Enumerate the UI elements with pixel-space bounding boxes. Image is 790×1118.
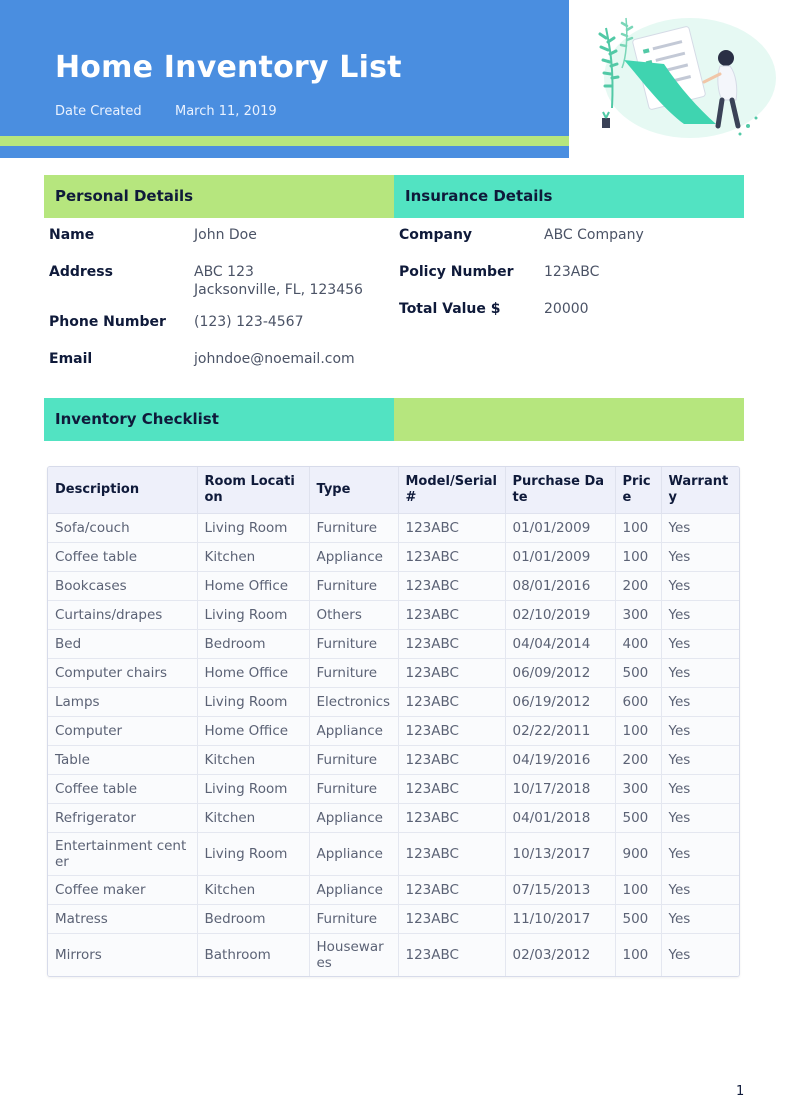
table-row — [48, 774, 739, 803]
cell-model-serial: 123ABC — [398, 542, 505, 571]
cell-room-location: Living Room — [197, 774, 309, 803]
cell-description: Entertainment center — [48, 832, 197, 875]
cell-type: Furniture — [309, 658, 398, 687]
phone-label: Phone Number — [49, 314, 166, 330]
total-value-value: 20000 — [544, 301, 589, 317]
cell-price: 300 — [615, 774, 661, 803]
table-row — [48, 600, 739, 629]
insurance-details-band — [394, 175, 744, 218]
column-header-purchase-date: Purchase Date — [505, 467, 615, 513]
date-created-label: Date Created — [55, 104, 142, 119]
cell-model-serial: 123ABC — [398, 658, 505, 687]
cell-warranty: Yes — [661, 904, 739, 933]
cell-room-location: Home Office — [197, 658, 309, 687]
table-row — [48, 629, 739, 658]
cell-purchase-date: 04/04/2014 — [505, 629, 615, 658]
cell-type: Appliance — [309, 832, 398, 875]
name-label: Name — [49, 227, 95, 243]
cell-purchase-date: 06/09/2012 — [505, 658, 615, 687]
cell-type: Furniture — [309, 571, 398, 600]
cell-purchase-date: 10/13/2017 — [505, 832, 615, 875]
personal-details-heading: Personal Details — [55, 187, 194, 205]
cell-description: Lamps — [48, 687, 197, 716]
cell-warranty: Yes — [661, 774, 739, 803]
cell-purchase-date: 10/17/2018 — [505, 774, 615, 803]
table-header-row — [48, 467, 739, 513]
date-created-value: March 11, 2019 — [175, 104, 277, 119]
cell-price: 400 — [615, 629, 661, 658]
address-line2: Jacksonville, FL, 123456 — [194, 282, 363, 298]
cell-type: Furniture — [309, 774, 398, 803]
cell-description: Coffee table — [48, 774, 197, 803]
cell-type: Furniture — [309, 513, 398, 542]
cell-warranty: Yes — [661, 832, 739, 875]
table-row — [48, 933, 739, 976]
table-row — [48, 875, 739, 904]
cell-room-location: Bathroom — [197, 933, 309, 976]
cell-purchase-date: 01/01/2009 — [505, 513, 615, 542]
page-number: 1 — [736, 1084, 745, 1099]
cell-warranty: Yes — [661, 803, 739, 832]
cell-description: Refrigerator — [48, 803, 197, 832]
cell-purchase-date: 06/19/2012 — [505, 687, 615, 716]
cell-description: Sofa/couch — [48, 513, 197, 542]
cell-model-serial: 123ABC — [398, 875, 505, 904]
column-header-room-location: Room Location — [197, 467, 309, 513]
cell-description: Matress — [48, 904, 197, 933]
company-label: Company — [399, 227, 473, 243]
cell-warranty: Yes — [661, 745, 739, 774]
cell-purchase-date: 07/15/2013 — [505, 875, 615, 904]
cell-model-serial: 123ABC — [398, 774, 505, 803]
cell-price: 500 — [615, 904, 661, 933]
table-row — [48, 904, 739, 933]
cell-description: Curtains/drapes — [48, 600, 197, 629]
company-value: ABC Company — [544, 227, 644, 243]
cell-purchase-date: 02/10/2019 — [505, 600, 615, 629]
cell-warranty: Yes — [661, 658, 739, 687]
cell-price: 100 — [615, 933, 661, 976]
column-header-price: Price — [615, 467, 661, 513]
inventory-illustration — [580, 8, 780, 148]
column-header-description: Description — [48, 467, 197, 513]
header-banner — [0, 0, 569, 158]
email-value: johndoe@noemail.com — [194, 351, 355, 367]
date-created — [55, 104, 277, 119]
table-row — [48, 542, 739, 571]
cell-price: 500 — [615, 658, 661, 687]
cell-type: Housewares — [309, 933, 398, 976]
table-row — [48, 571, 739, 600]
cell-description: Mirrors — [48, 933, 197, 976]
cell-model-serial: 123ABC — [398, 933, 505, 976]
personal-details-band — [44, 175, 394, 218]
cell-warranty: Yes — [661, 542, 739, 571]
inventory-checklist-band — [44, 398, 394, 441]
table-row — [48, 687, 739, 716]
policy-number-label: Policy Number — [399, 264, 514, 280]
cell-type: Appliance — [309, 542, 398, 571]
address-line1: ABC 123 — [194, 264, 254, 280]
cell-purchase-date: 04/01/2018 — [505, 803, 615, 832]
cell-model-serial: 123ABC — [398, 716, 505, 745]
cell-price: 300 — [615, 600, 661, 629]
cell-room-location: Kitchen — [197, 745, 309, 774]
cell-purchase-date: 04/19/2016 — [505, 745, 615, 774]
cell-warranty: Yes — [661, 933, 739, 976]
cell-type: Furniture — [309, 904, 398, 933]
cell-warranty: Yes — [661, 875, 739, 904]
cell-price: 200 — [615, 745, 661, 774]
cell-price: 100 — [615, 875, 661, 904]
cell-room-location: Kitchen — [197, 542, 309, 571]
cell-room-location: Living Room — [197, 513, 309, 542]
header-accent-stripe — [0, 136, 569, 146]
cell-type: Appliance — [309, 716, 398, 745]
cell-model-serial: 123ABC — [398, 687, 505, 716]
phone-value: (123) 123-4567 — [194, 314, 304, 330]
cell-description: Computer chairs — [48, 658, 197, 687]
cell-room-location: Bedroom — [197, 904, 309, 933]
table-row — [48, 513, 739, 542]
cell-description: Coffee maker — [48, 875, 197, 904]
column-header-type: Type — [309, 467, 398, 513]
cell-description: Table — [48, 745, 197, 774]
cell-model-serial: 123ABC — [398, 832, 505, 875]
cell-price: 500 — [615, 803, 661, 832]
address-label: Address — [49, 264, 113, 280]
table-row — [48, 716, 739, 745]
cell-description: Bookcases — [48, 571, 197, 600]
cell-model-serial: 123ABC — [398, 803, 505, 832]
cell-price: 100 — [615, 542, 661, 571]
inventory-checklist-band-accent — [394, 398, 744, 441]
column-header-model-serial: Model/Serial # — [398, 467, 505, 513]
cell-warranty: Yes — [661, 571, 739, 600]
cell-model-serial: 123ABC — [398, 745, 505, 774]
table-row — [48, 832, 739, 875]
cell-purchase-date: 02/03/2012 — [505, 933, 615, 976]
cell-warranty: Yes — [661, 687, 739, 716]
cell-warranty: Yes — [661, 716, 739, 745]
cell-room-location: Home Office — [197, 571, 309, 600]
cell-room-location: Living Room — [197, 687, 309, 716]
inventory-checklist-heading: Inventory Checklist — [55, 410, 219, 428]
cell-price: 100 — [615, 716, 661, 745]
page-title: Home Inventory List — [55, 50, 402, 85]
cell-warranty: Yes — [661, 600, 739, 629]
cell-model-serial: 123ABC — [398, 904, 505, 933]
cell-room-location: Bedroom — [197, 629, 309, 658]
cell-model-serial: 123ABC — [398, 571, 505, 600]
cell-warranty: Yes — [661, 513, 739, 542]
policy-number-value: 123ABC — [544, 264, 600, 280]
total-value-label: Total Value $ — [399, 301, 501, 317]
inventory-table — [47, 466, 740, 977]
cell-type: Others — [309, 600, 398, 629]
cell-warranty: Yes — [661, 629, 739, 658]
cell-room-location: Living Room — [197, 832, 309, 875]
cell-model-serial: 123ABC — [398, 629, 505, 658]
cell-type: Appliance — [309, 875, 398, 904]
cell-purchase-date: 08/01/2016 — [505, 571, 615, 600]
cell-purchase-date: 11/10/2017 — [505, 904, 615, 933]
cell-description: Bed — [48, 629, 197, 658]
cell-type: Furniture — [309, 745, 398, 774]
cell-price: 100 — [615, 513, 661, 542]
cell-type: Electronics — [309, 687, 398, 716]
cell-room-location: Home Office — [197, 716, 309, 745]
cell-price: 900 — [615, 832, 661, 875]
name-value: John Doe — [194, 227, 257, 243]
table-row — [48, 803, 739, 832]
cell-model-serial: 123ABC — [398, 600, 505, 629]
insurance-details-heading: Insurance Details — [405, 187, 553, 205]
table-row — [48, 745, 739, 774]
cell-description: Coffee table — [48, 542, 197, 571]
cell-price: 600 — [615, 687, 661, 716]
cell-purchase-date: 02/22/2011 — [505, 716, 615, 745]
column-header-warranty: Warranty — [661, 467, 739, 513]
cell-type: Appliance — [309, 803, 398, 832]
cell-purchase-date: 01/01/2009 — [505, 542, 615, 571]
cell-model-serial: 123ABC — [398, 513, 505, 542]
cell-description: Computer — [48, 716, 197, 745]
cell-type: Furniture — [309, 629, 398, 658]
cell-room-location: Kitchen — [197, 803, 309, 832]
cell-price: 200 — [615, 571, 661, 600]
email-label: Email — [49, 351, 93, 367]
cell-room-location: Kitchen — [197, 875, 309, 904]
cell-room-location: Living Room — [197, 600, 309, 629]
table-row — [48, 658, 739, 687]
